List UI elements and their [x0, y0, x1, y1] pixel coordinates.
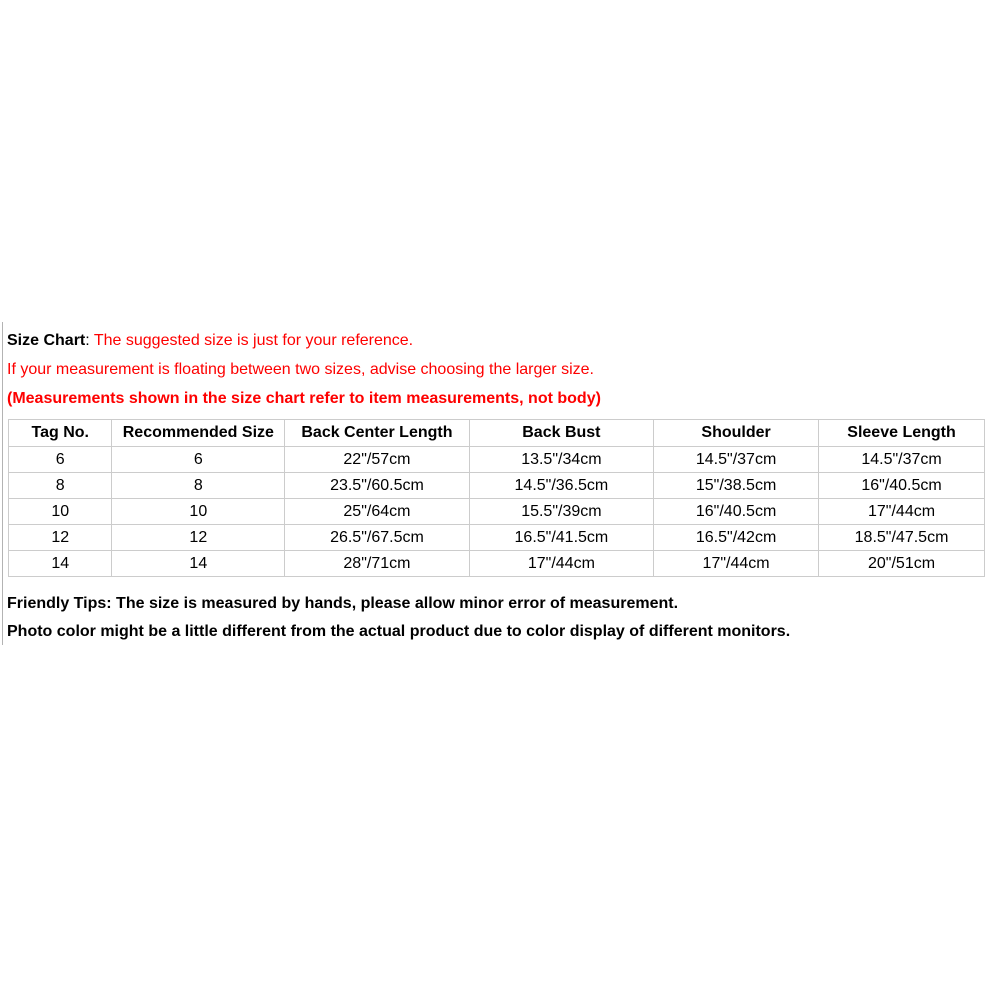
table-cell: 6	[9, 447, 112, 473]
friendly-tips-measurement-line: Friendly Tips: The size is measured by hands, please allow minor error of measurement.	[7, 595, 679, 612]
table-cell: 14.5"/37cm	[654, 447, 819, 473]
friendly-tips	[7, 594, 993, 641]
table-row-size-6	[9, 447, 985, 473]
table-cell: 6	[112, 447, 285, 473]
table-cell: 17"/44cm	[469, 551, 653, 577]
table-cell: 10	[112, 499, 285, 525]
table-cell: 28"/71cm	[285, 551, 469, 577]
column-header-shoulder: Shoulder	[654, 420, 819, 447]
table-cell: 16.5"/41.5cm	[469, 525, 653, 551]
table-row-size-10	[9, 499, 985, 525]
table-cell: 12	[112, 525, 285, 551]
table-cell: 25"/64cm	[285, 499, 469, 525]
table-cell: 16"/40.5cm	[819, 473, 985, 499]
column-header-back-center-length: Back Center Length	[285, 420, 469, 447]
column-header-back-bust: Back Bust	[469, 420, 653, 447]
table-row-size-8	[9, 473, 985, 499]
table-cell: 16"/40.5cm	[654, 499, 819, 525]
table-cell: 14	[9, 551, 112, 577]
size-chart-intro-line-1	[7, 331, 993, 350]
intro-notes	[7, 331, 993, 408]
table-cell: 14.5"/37cm	[819, 447, 985, 473]
table-cell: 26.5"/67.5cm	[285, 525, 469, 551]
size-chart-label-separator: :	[85, 332, 94, 349]
table-cell: 17"/44cm	[654, 551, 819, 577]
table-cell: 16.5"/42cm	[654, 525, 819, 551]
table-cell: 14.5"/36.5cm	[469, 473, 653, 499]
table-cell: 23.5"/60.5cm	[285, 473, 469, 499]
size-chart-section	[7, 331, 993, 650]
page-edge-artifact-line	[2, 322, 3, 645]
size-chart-label: Size Chart	[7, 332, 86, 349]
table-cell: 17"/44cm	[819, 499, 985, 525]
table-cell: 10	[9, 499, 112, 525]
column-header-sleeve-length: Sleeve Length	[819, 420, 985, 447]
size-chart-reference-note: The suggested size is just for your reference.	[93, 332, 414, 349]
size-chart-table	[8, 419, 985, 577]
table-cell: 18.5"/47.5cm	[819, 525, 985, 551]
table-row-size-12	[9, 525, 985, 551]
table-cell: 12	[9, 525, 112, 551]
column-header-recommended-size: Recommended Size	[112, 420, 285, 447]
size-chart-measurement-warning: (Measurements shown in the size chart refer to item measurements, not body)	[7, 390, 601, 407]
table-cell: 22"/57cm	[285, 447, 469, 473]
table-header-row	[9, 420, 985, 447]
table-cell: 20"/51cm	[819, 551, 985, 577]
table-cell: 15"/38.5cm	[654, 473, 819, 499]
photo-color-disclaimer-line: Photo color might be a little different from the actual product due to color display of different monitors.	[7, 623, 791, 640]
table-cell: 8	[112, 473, 285, 499]
table-cell: 8	[9, 473, 112, 499]
table-cell: 14	[112, 551, 285, 577]
table-cell: 13.5"/34cm	[469, 447, 653, 473]
column-header-tag-no: Tag No.	[9, 420, 112, 447]
size-chart-advice-note: If your measurement is floating between two sizes, advise choosing the larger size.	[7, 361, 594, 378]
table-cell: 15.5"/39cm	[469, 499, 653, 525]
table-row-size-14	[9, 551, 985, 577]
